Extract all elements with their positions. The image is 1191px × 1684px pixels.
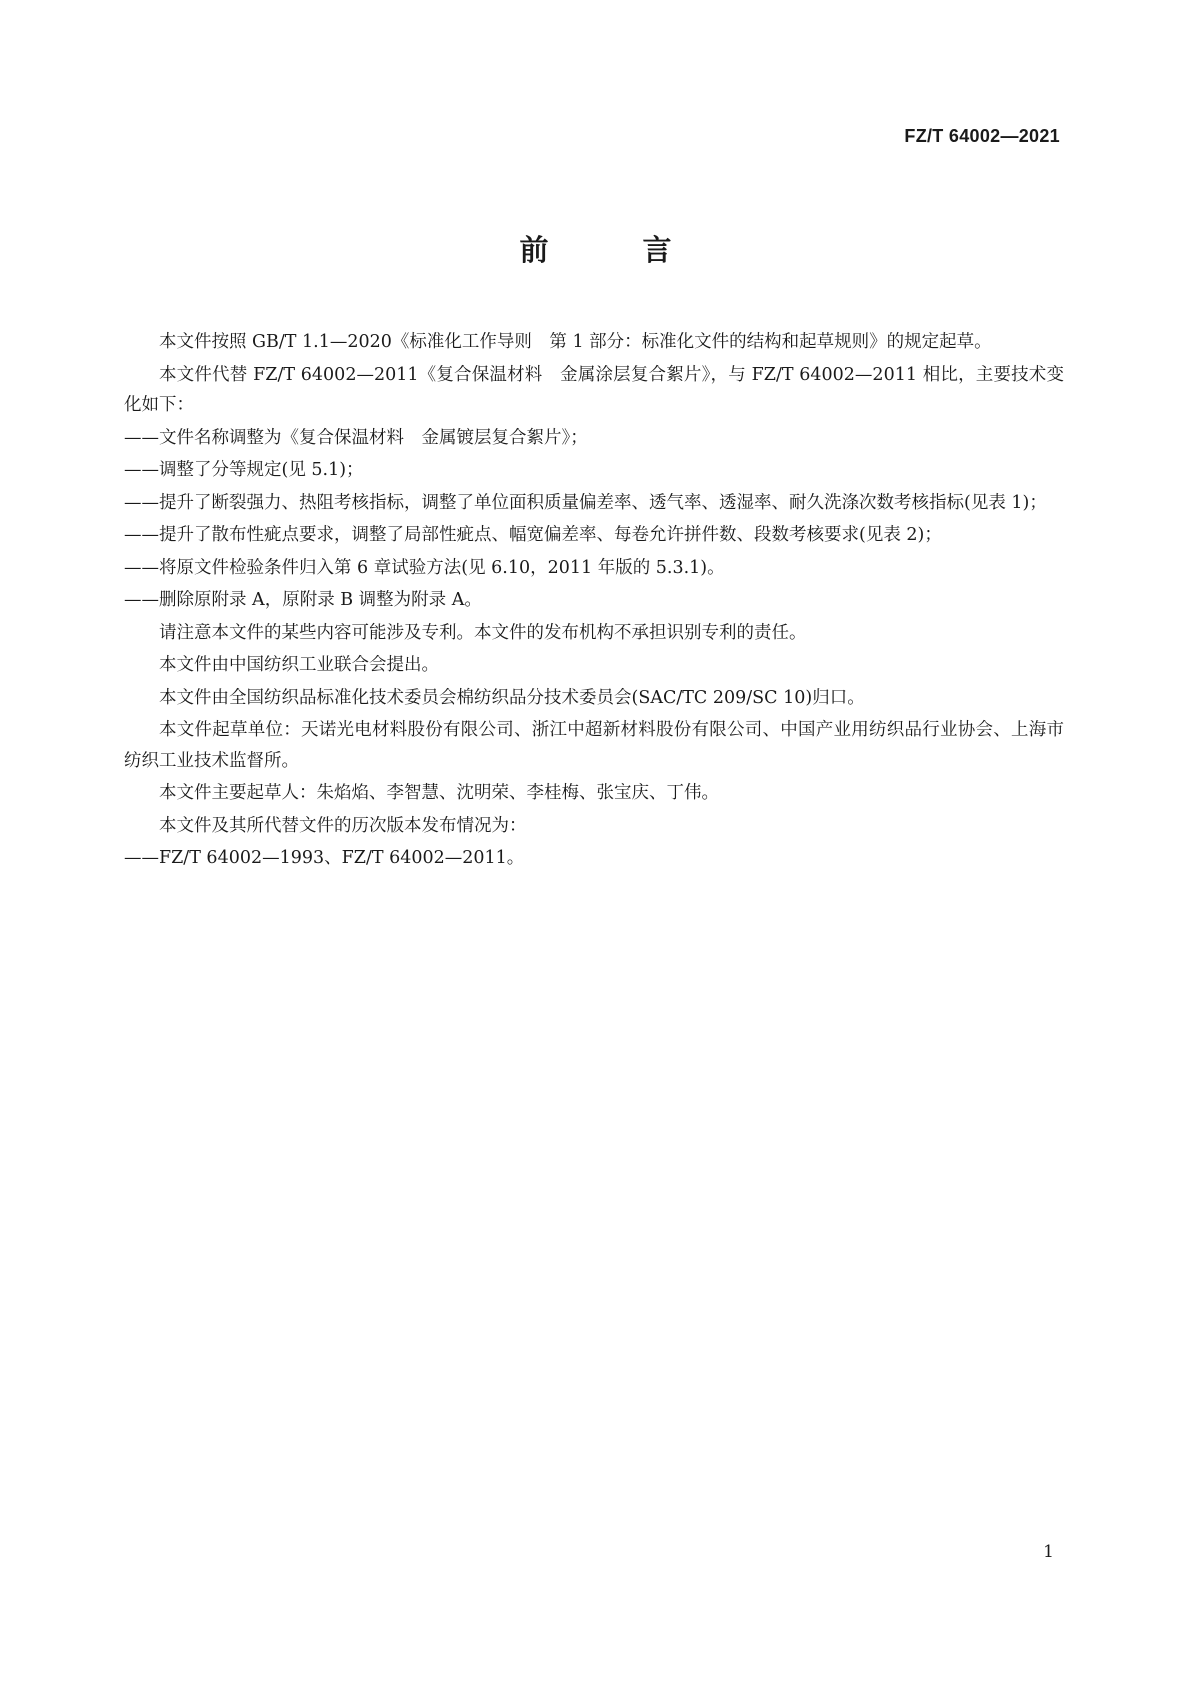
change-item: ——提升了散布性疵点要求，调整了局部性疵点、幅宽偏差率、每卷允许拼件数、段数考核要求(见表 2)；: [124, 525, 942, 545]
history-item: ——FZ/T 64002—1993、FZ/T 64002—2011。: [124, 848, 525, 868]
section-title: 前 言: [519, 233, 714, 267]
paragraph-committee: 本文件由全国纺织品标准化技术委员会棉纺织品分技术委员会(SAC/TC 209/SC 10)归口。: [159, 687, 865, 708]
change-item: ——调整了分等规定(见 5.1)；: [124, 460, 364, 480]
change-item: ——文件名称调整为《复合保温材料 金属镀层复合絮片》；: [124, 427, 588, 448]
paragraph-drafting-rules: 本文件按照 GB/T 1.1—2020《标准化工作导则 第 1 部分：标准化文件的结构和起草规则》的规定起草。: [159, 332, 992, 352]
paragraph-proposer: 本文件由中国纺织工业联合会提出。: [159, 655, 439, 675]
change-item: ——将原文件检验条件归入第 6 章试验方法(见 6.10，2011 年版的 5.3.1)。: [124, 557, 725, 578]
page-number: 1: [1043, 1542, 1054, 1562]
paragraph-patent-notice: 请注意本文件的某些内容可能涉及专利。本文件的发布机构不承担识别专利的责任。: [159, 622, 807, 643]
paragraph-replaces: 本文件代替 FZ/T 64002—2011《复合保温材料 金属涂层复合絮片》，与 FZ/T 64002—2011 相比，主要技术变化如下：: [124, 364, 1064, 415]
foreword-body: [124, 327, 1064, 876]
paragraph-history-intro: 本文件及其所代替文件的历次版本发布情况为：: [159, 815, 527, 836]
standard-code: FZ/T 64002—2021: [904, 126, 1060, 146]
change-item: ——删除原附录 A，原附录 B 调整为附录 A。: [124, 590, 482, 610]
change-item: ——提升了断裂强力、热阻考核指标，调整了单位面积质量偏差率、透气率、透湿率、耐久洗涤次数考核指标(见表 1)；: [124, 492, 1047, 513]
paragraph-drafting-units: 本文件起草单位：天诺光电材料股份有限公司、浙江中超新材料股份有限公司、中国产业用纺织品行业协会、上海市纺织工业技术监督所。: [124, 720, 1064, 771]
paragraph-drafters: 本文件主要起草人：朱焰焰、李智慧、沈明荣、李桂梅、张宝庆、丁伟。: [159, 783, 719, 803]
